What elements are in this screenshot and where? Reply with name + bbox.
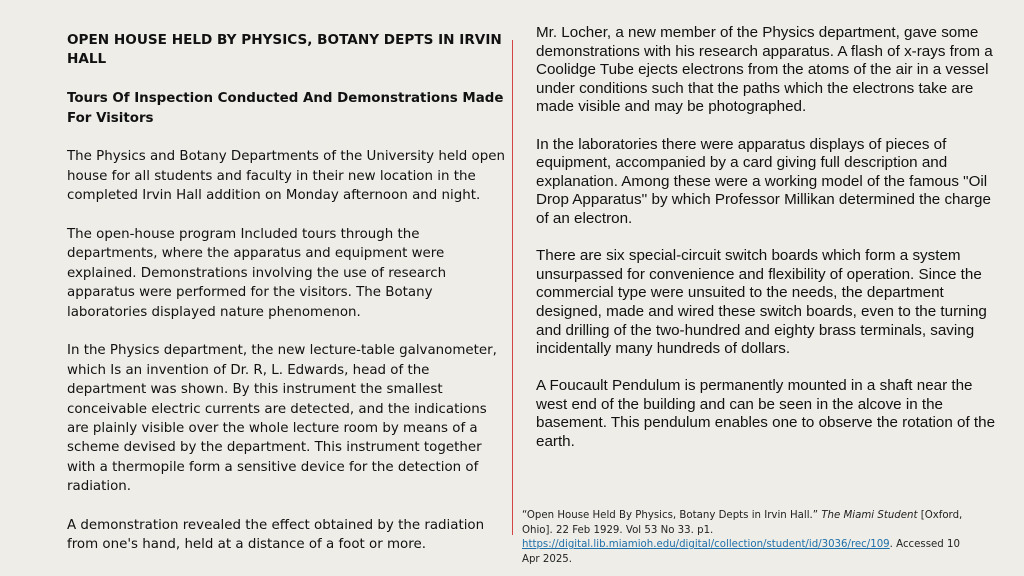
citation-article-title: “Open House Held By Physics, Botany Depts in Irvin Hall.” (522, 510, 819, 521)
citation-place: [Oxford, Ohio]. (522, 510, 963, 536)
citation-publication: The Miami Student (821, 510, 918, 521)
left-paragraph-4: A demonstration revealed the effect obtained by the radiation from one's hand, held at a distance of a foot or more. (67, 518, 485, 553)
right-paragraph-3: There are six special-circuit switch boards which form a system unsurpassed for convenience and flexibility of operation. Since the commercial type were unsuited to the needs, the department designed, made and wired these switch boards, even to the turning and drilling of the two-hundred and eighty brass terminals, saving incidentally many hundreds of dollars. (536, 247, 987, 358)
left-paragraph-3: In the Physics department, the new lecture-table galvanometer, which Is an invention of Dr. R, L. Edwards, head of the department was shown. By this instrument the smallest conceivable electric currents are detected, and the indications are plainly visible over the whole lecture room by means of a scheme devised by the department. This instrument together with a thermopile form a sensitive device for the detection of radiation. (67, 343, 497, 495)
left-column (67, 31, 507, 574)
citation (522, 509, 972, 567)
article-subheadline: Tours Of Inspection Conducted And Demonstrations Made For Visitors (67, 91, 504, 126)
column-divider (512, 40, 513, 535)
right-paragraph-2: In the laboratories there were apparatus displays of pieces of equipment, accompanied by a card giving full description and explanation. Among these were a working model of the famous "Oil Drop Apparatus'' by which Professor Millikan determined the charge of an electron. (536, 135, 991, 227)
article-headline: OPEN HOUSE HELD BY PHYSICS, BOTANY DEPTS IN IRVIN HALL (67, 32, 502, 68)
citation-link[interactable]: https://digital.lib.miamioh.edu/digital/collection/student/id/3036/rec/109 (522, 539, 890, 550)
left-paragraph-2: The open-house program Included tours through the departments, where the apparatus and equipment were explained. Demonstrations involving the use of research apparatus were performed for the visitors. The Botany laboratories displayed nature phenomenon. (67, 227, 447, 320)
left-paragraph-1: The Physics and Botany Departments of the University held open house for all students and faculty in their new location in the completed Irvin Hall addition on Monday afternoon and night. (67, 149, 505, 204)
right-paragraph-4: A Foucault Pendulum is permanently mounted in a shaft near the west end of the building and can be seen in the alcove in the basement. This pendulum enables one to observe the rotation of the earth. (536, 377, 996, 451)
right-paragraph-1: Mr. Locher, a new member of the Physics department, gave some demonstrations with his research apparatus. A flash of x-rays from a Coolidge Tube ejects electrons from the atoms of the air in a vessel under conditions such that the paths which the electrons take are made visible and may be photographed. (536, 24, 993, 116)
right-column (536, 24, 996, 470)
citation-accessed: . Accessed 10 Apr 2025. (522, 539, 960, 565)
citation-details: 22 Feb 1929. Vol 53 No 33. p1. (556, 524, 714, 536)
